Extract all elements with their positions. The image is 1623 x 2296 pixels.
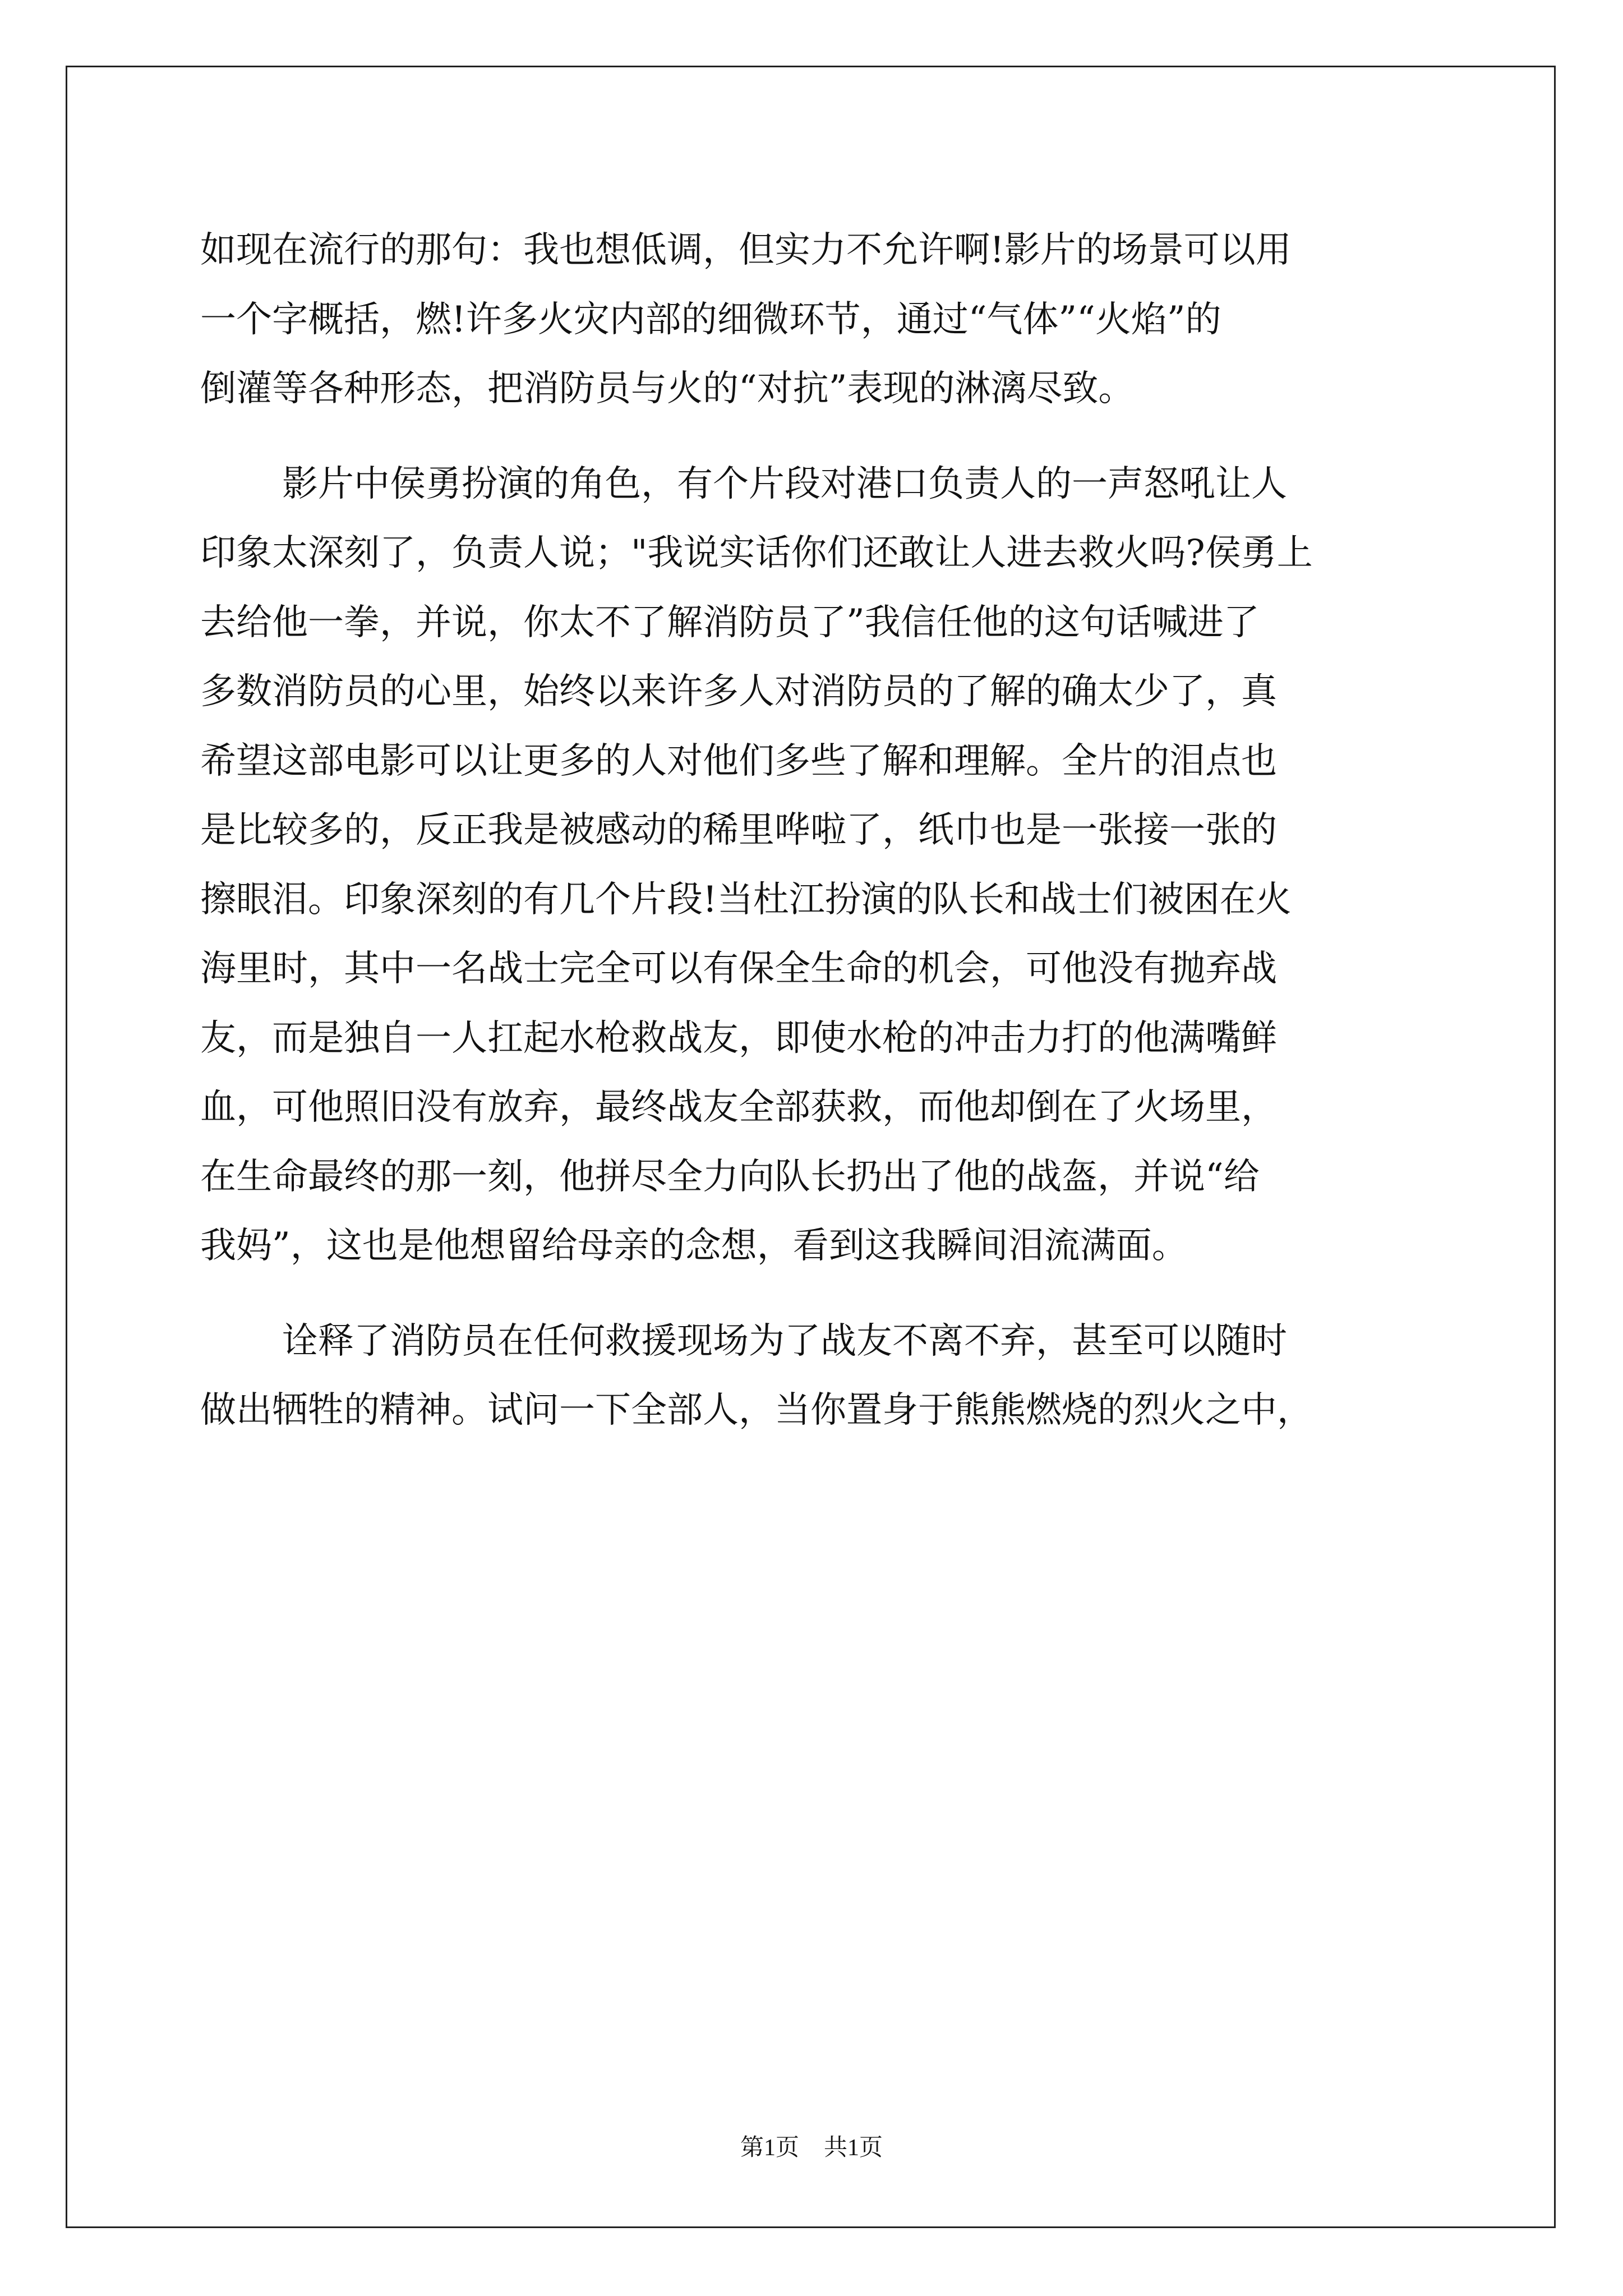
text-line: 做出牺牲的精神。试问一下全部人，当你置身于熊熊燃烧的烈火之中， bbox=[200, 1389, 1313, 1431]
text-line: 倒灌等各种形态，把消防员与火的“对抗”表现的淋漓尽致。 bbox=[200, 368, 1135, 409]
page-number: 第1页 bbox=[740, 2135, 799, 2161]
text-line: 我妈”，这也是他想留给母亲的念想，看到这我瞬间泪流满面。 bbox=[200, 1225, 1188, 1267]
text-line: 擦眼泪。印象深刻的有几个片段!当杜江扮演的队长和战士们被困在火 bbox=[200, 878, 1292, 921]
text-line: 印象太深刻了，负责人说；"我说实话你们还敢让人进去救火吗?侯勇上 bbox=[200, 532, 1313, 574]
page-total: 共1页 bbox=[824, 2135, 883, 2161]
text-line: 是比较多的，反正我是被感动的稀里哗啦了，纸巾也是一张接一张的 bbox=[200, 809, 1277, 851]
text-line: 血，可他照旧没有放弃，最终战友全部获救，而他却倒在了火场里， bbox=[200, 1087, 1277, 1128]
text-line: 多数消防员的心里，始终以来许多人对消防员的了解的确太少了，真 bbox=[200, 671, 1277, 712]
text-line: 一个字概括，燃!许多火灾内部的细微环节，通过“气体”“火焰”的 bbox=[200, 298, 1221, 341]
text-line: 如现在流行的那句：我也想低调，但实力不允许啊!影片的场景可以用 bbox=[200, 229, 1292, 271]
page-footer bbox=[0, 2129, 1623, 2162]
document-body bbox=[200, 216, 1423, 1446]
text-line: 希望这部电影可以让更多的人对他们多些了解和理解。全片的泪点也 bbox=[200, 740, 1277, 782]
text-line: 去给他一拳，并说，你太不了解消防员了”我信任他的这句话喊进了 bbox=[200, 601, 1260, 643]
text-line: 诠释了消防员在任何救援现场为了战友不离不弃，甚至可以随时 bbox=[282, 1320, 1287, 1362]
text-line: 影片中侯勇扮演的角色，有个片段对港口负责人的一声怒吼让人 bbox=[282, 463, 1287, 505]
text-line: 海里时，其中一名战士完全可以有保全生命的机会，可他没有抛弃战 bbox=[200, 948, 1277, 990]
text-line: 在生命最终的那一刻，他拼尽全力向队长扔出了他的战盔，并说“给 bbox=[200, 1156, 1260, 1198]
text-line: 友，而是独自一人扛起水枪救战友，即使水枪的冲击力打的他满嘴鲜 bbox=[200, 1017, 1277, 1059]
